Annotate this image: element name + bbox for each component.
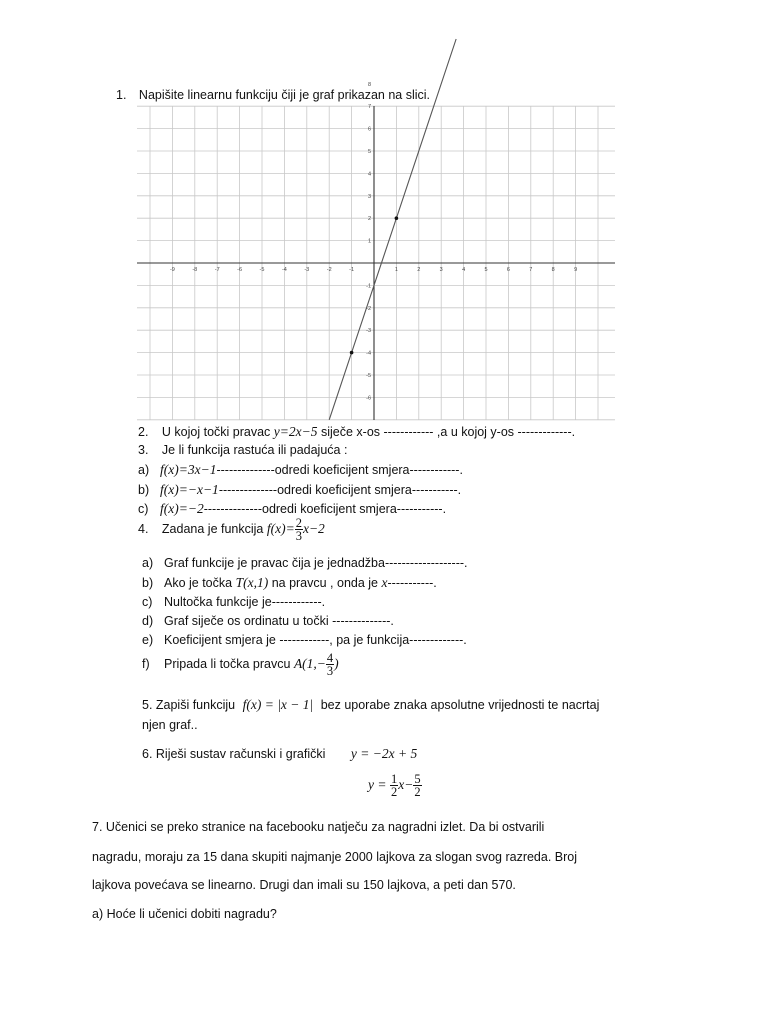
- item-text-end: -----------.: [387, 576, 437, 590]
- item-text: --------------odredi koeficijent smjera-----------.: [218, 483, 462, 497]
- question-number: 4.: [138, 521, 149, 536]
- question-7-line-1: 7. Učenici se preko stranice na facebooku natječu za nagradni izlet. Da bi ostvarili: [92, 820, 545, 834]
- item-text: --------------odredi koeficijent smjera-----------.: [203, 502, 447, 516]
- question-text-end: siječe x-os ------------ ,a u kojoj y-os -------------.: [320, 425, 576, 439]
- question-number: 1.: [116, 88, 127, 102]
- fraction-numerator: 4: [326, 651, 334, 665]
- x-tick-label: -5: [259, 267, 265, 273]
- question-text: njen graf..: [142, 718, 198, 732]
- y-tick-label: -2: [366, 305, 371, 312]
- math-expression: ): [334, 655, 339, 671]
- math-expression: y=2x−5: [273, 424, 318, 439]
- x-tick-label: 4: [462, 267, 466, 273]
- item-label: c): [142, 595, 153, 609]
- q4-item-e: [142, 633, 467, 647]
- x-tick-label: 2: [417, 267, 421, 273]
- item-text: Pripada li točka pravcu: [164, 656, 291, 671]
- math-expression: f(x) = |x − 1|: [242, 697, 314, 712]
- question-3: [138, 443, 347, 457]
- question-text: Je li funkcija rastuća ili padajuća :: [161, 443, 348, 457]
- question-text: 6. Riješi sustav računski i grafički: [142, 747, 326, 761]
- x-tick-label: 1: [394, 267, 398, 273]
- fraction: [390, 773, 398, 798]
- x-tick-label: 9: [574, 267, 578, 273]
- math-expression: T(x,1): [235, 575, 269, 590]
- item-text: Graf siječe os ordinatu u točki --------------.: [164, 614, 394, 628]
- question-4: [138, 517, 325, 542]
- math-expression: f(x)=−x−1: [160, 482, 219, 497]
- q3-item: [138, 462, 463, 478]
- question-2: [138, 424, 575, 440]
- question-6: [142, 746, 417, 762]
- math-expression: A(1,−: [293, 655, 326, 671]
- x-tick-label: -1: [349, 267, 355, 273]
- question-text: 5. Zapiši funkciju: [142, 698, 236, 712]
- math-expression: f(x)=−2: [160, 501, 204, 516]
- fraction: [413, 773, 421, 798]
- x-tick-label: -7: [214, 267, 220, 273]
- fraction-denominator: 2: [390, 785, 398, 799]
- y-tick-label: 8: [367, 81, 371, 88]
- item-text: Graf funkcije je pravac čija je jednadžba-------------------.: [164, 556, 468, 570]
- question-number: 2.: [138, 425, 149, 439]
- x-tick-label: 5: [484, 267, 488, 273]
- q4-item-f: [142, 652, 339, 677]
- question-text: bez uporabe znaka apsolutne vrijednosti te nacrtaj: [320, 698, 600, 712]
- equation-2: [368, 773, 422, 798]
- y-tick-label: -3: [366, 328, 371, 335]
- item-label: a): [142, 556, 154, 570]
- equation-1: y = −2x + 5: [350, 746, 418, 761]
- question-text: Zadana je funkcija: [161, 521, 264, 536]
- x-tick-label: 6: [506, 267, 510, 273]
- fraction-denominator: 3: [326, 664, 334, 678]
- x-tick-label: -6: [237, 267, 243, 273]
- item-text: Ako je točka: [164, 576, 233, 590]
- fraction-numerator: 2: [295, 516, 302, 530]
- math-expression: x−: [398, 776, 414, 792]
- x-tick-label: 7: [529, 267, 533, 273]
- y-tick-label: -6: [366, 395, 371, 402]
- item-label: d): [142, 614, 154, 628]
- item-text: na pravcu , onda je: [271, 576, 379, 590]
- item-label: b): [142, 576, 154, 590]
- item-text: --------------odredi koeficijent smjera------------.: [216, 463, 463, 477]
- y-tick-label: 1: [367, 238, 371, 245]
- item-label: c): [138, 502, 149, 516]
- math-expression: y =: [368, 776, 387, 792]
- fraction-numerator: 5: [414, 772, 421, 786]
- x-tick-label: 3: [439, 267, 443, 273]
- q3-item: [138, 501, 446, 517]
- item-label: b): [138, 483, 150, 497]
- fraction-denominator: 3: [295, 529, 302, 543]
- y-tick-label: 4: [367, 171, 371, 178]
- q4-item-c: [142, 595, 325, 609]
- question-7a: a) Hoće li učenici dobiti nagradu?: [92, 907, 277, 921]
- question-7-line-2: nagradu, moraju za 15 dana skupiti najmanje 2000 lajkova za slogan svog razreda. Broj: [92, 850, 578, 864]
- math-expression: x−2: [302, 520, 325, 536]
- question-text: Napišite linearnu funkciju čiji je graf prikazan na slici.: [138, 88, 431, 102]
- y-tick-label: -4: [366, 350, 371, 357]
- fraction: [326, 652, 334, 677]
- item-label: a): [138, 463, 150, 477]
- graph-point: [395, 216, 399, 220]
- x-tick-label: -3: [304, 267, 310, 273]
- fraction: [295, 517, 303, 542]
- y-tick-label: -5: [366, 373, 371, 379]
- x-tick-label: -9: [169, 267, 175, 273]
- q4-item-b: [142, 575, 437, 591]
- y-tick-label: 2: [367, 216, 371, 223]
- x-tick-label: -8: [192, 267, 198, 273]
- y-tick-label: 6: [367, 126, 371, 133]
- fraction-numerator: 1: [390, 772, 398, 786]
- math-expression: f(x)=: [266, 520, 295, 536]
- math-expression: f(x)=3x−1: [160, 462, 217, 477]
- q3-item: [138, 482, 461, 498]
- question-5-line-2: [142, 718, 198, 732]
- x-tick-label: -2: [326, 267, 332, 273]
- item-label: e): [142, 633, 154, 647]
- fraction-denominator: 2: [414, 785, 421, 799]
- x-tick-label: 8: [551, 267, 555, 273]
- item-text: Nultočka funkcije je------------.: [164, 595, 326, 609]
- question-number: 3.: [138, 443, 149, 457]
- question-1: [116, 88, 430, 102]
- question-text: U kojoj točki pravac: [161, 425, 271, 439]
- axes: [137, 106, 615, 420]
- x-tick-label: -4: [281, 267, 287, 273]
- y-tick-label: 7: [367, 104, 371, 111]
- math-variable: x: [381, 575, 388, 590]
- question-5: [142, 697, 599, 713]
- q4-item-a: [142, 556, 468, 570]
- question-7-line-3: lajkova povećava se linearno. Drugi dan imali su 150 lajkova, a peti dan 570.: [92, 878, 516, 892]
- y-tick-label: -1: [366, 283, 371, 290]
- item-label: f): [142, 656, 150, 671]
- item-text: Koeficijent smjera je ------------, pa je funkcija-------------.: [164, 633, 467, 647]
- q4-item-d: [142, 614, 394, 628]
- y-tick-label: 3: [367, 193, 371, 200]
- graph-point: [350, 351, 354, 355]
- y-tick-label: 5: [367, 149, 371, 155]
